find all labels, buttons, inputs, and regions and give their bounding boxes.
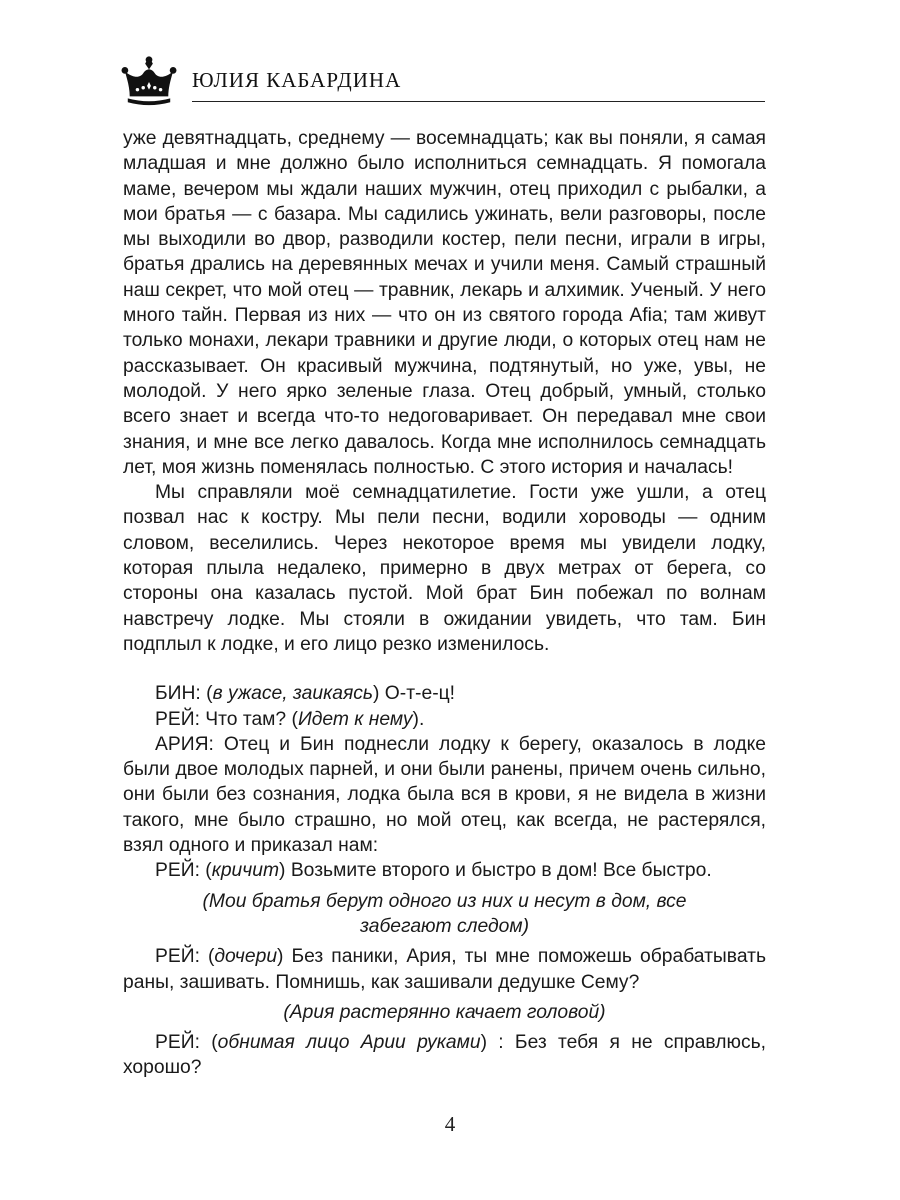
dialogue-text: ) Возьмите второго и быстро в дом! Все быстро. <box>279 860 712 882</box>
spacer <box>123 657 766 681</box>
speaker: АРИЯ: <box>155 733 214 755</box>
dialogue-text: ). <box>412 708 425 730</box>
dialogue-line <box>123 858 766 883</box>
speaker: РЕЙ: <box>155 1032 200 1054</box>
speaker: БИН: <box>155 683 201 705</box>
dialogue-text: ( <box>200 683 213 705</box>
dialogue-text: ) : Без тебя я не справлюсь, хорошо? <box>123 1032 766 1079</box>
speaker: РЕЙ: <box>155 708 200 730</box>
header-rule <box>192 101 765 102</box>
dialogue-line <box>123 732 766 858</box>
paragraph: Мы справляли моё семнадцатилетие. Гости уже ушли, а отец позвал нас к костру. Мы пели песни, водили хороводы — одним словом, веселились. Через некоторое время мы увидели лодку, которая плыла недалеко, примерно в двух метрах от берега, со стороны она казалась пустой. Мой брат Бин побежал по волнам навстречу лодке. Мы стояли в ожидании увидеть, что там. Бин подплыл к лодке, и его лицо резко изменилось. <box>123 482 766 655</box>
dialogue-text: ( <box>199 860 212 882</box>
dialogue-line <box>123 707 766 732</box>
author-name: ЮЛИЯ КАБАРДИНА <box>192 68 402 92</box>
stage-direction: дочери <box>214 946 278 968</box>
dialogue-line <box>123 681 766 706</box>
stage-direction: Идет к нему <box>297 708 413 730</box>
dialogue-line <box>123 1030 766 1081</box>
speaker: РЕЙ: <box>155 860 200 882</box>
dialogue-line <box>123 944 766 995</box>
page-number: 4 <box>444 1112 456 1136</box>
paragraph: уже девятнадцать, среднему — восемнадцать; как вы поняли, я самая младшая и мне должно было исполниться семнадцать. Я помогала маме, вечером мы ждали наших мужчин, отец приходил с рыбалки, а мои братья — с базара. Мы садились ужинать, вели разговоры, после мы выходили во двор, разводили костер, пели песни, играли в игры, братья дрались на деревянных мечах и учили меня. Самый страшный наш секрет, что мой отец — травник, лекарь и алхимик. Ученый. У него много тайн. Первая из них — что он из святого города Afia; там живут только монахи, лекари травники и другие люди, о которых отец нам не рассказывает. Он красивый мужчина, подтянутый, но уже, увы, не молодой. У него ярко зеленые глаза. Отец добрый, умный, столько всего знает и всегда что-то недоговаривает. Он передавал мне свои знания, и мне все легко давалось. Когда мне исполнилось семнадцать лет, моя жизнь поменялась полностью. С этого история и началась! <box>123 128 766 478</box>
dialogue-text: ) О-т-е-ц! <box>373 683 456 705</box>
dialogue-text: ( <box>199 1032 218 1054</box>
stage-direction-block: (Мои братья берут одного из них и несут в дом, все забегают следом) <box>202 890 687 937</box>
dialogue-text: ( <box>199 946 215 968</box>
stage-direction-block: (Ария растерянно качает головой) <box>283 1001 606 1023</box>
stage-direction: кричит <box>211 860 280 882</box>
dialogue-text: Что там? ( <box>199 708 298 730</box>
stage-direction: в ужасе, заикаясь <box>212 683 374 705</box>
crown-icon <box>120 54 178 108</box>
running-header <box>120 52 765 108</box>
stage-direction: обнимая лицо Арии руками <box>217 1032 481 1054</box>
page-body <box>123 126 766 1081</box>
dialogue-text: ) Без паники, Ария, ты мне поможешь обрабатывать раны, зашивать. Помнишь, как зашивали дедушке Сему? <box>123 946 766 993</box>
speaker: РЕЙ: <box>155 946 200 968</box>
dialogue-text: Отец и Бин поднесли лодку к берегу, оказалось в лодке были двое молодых парней, и они были ранены, причем очень сильно, они были без сознания, лодка была вся в крови, я не видела в жизни такого, мне было страшно, но мой отец, как всегда, не растерялся, взял одного и приказал нам: <box>123 733 766 857</box>
